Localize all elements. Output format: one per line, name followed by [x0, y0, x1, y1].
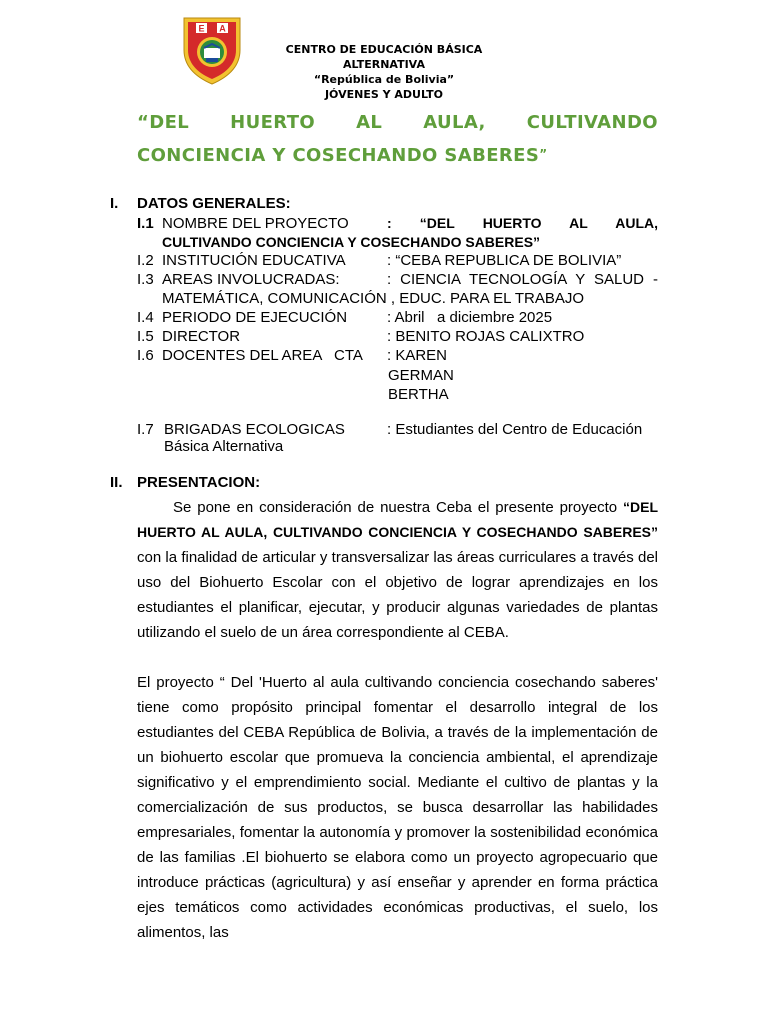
teacher-name-3: BERTHA [388, 386, 449, 403]
item-number: I.1 [137, 215, 154, 232]
item-number: I.4 [137, 309, 154, 326]
section-1-heading: DATOS GENERALES: [137, 195, 291, 212]
title-close-quote: ” [539, 147, 548, 161]
section-1-numeral: I. [110, 195, 119, 212]
item-label: INSTITUCIÓN EDUCATIVA [162, 252, 346, 269]
item-number: I.5 [137, 328, 154, 345]
crest-letter-a: A [219, 23, 226, 34]
school-crest-logo [176, 14, 248, 86]
item-3-continuation: MATEMÁTICA, COMUNICACIÓN , EDUC. PARA EL TRABAJO [162, 290, 584, 307]
item-number: I.2 [137, 252, 154, 269]
item-number: I.7 [137, 421, 154, 438]
item-label: NOMBRE DEL PROYECTO [162, 215, 349, 232]
section-2-numeral: II. [110, 474, 123, 491]
item-label: DIRECTOR [162, 328, 241, 345]
item-label: AREAS INVOLUCRADAS: [162, 271, 340, 288]
item-value: : Estudiantes del Centro de Educación [387, 421, 643, 438]
title-line-2: CONCIENCIA Y COSECHANDO SABERES [137, 145, 540, 166]
header-line-3: JÓVENES Y ADULTO [324, 88, 444, 101]
institution-header [248, 42, 520, 102]
header-line-2: “República de Bolivia” [313, 73, 455, 86]
item-value: : BENITO ROJAS CALIXTRO [387, 328, 585, 345]
item-value: : KAREN [387, 347, 448, 364]
teacher-name-2: GERMAN [388, 367, 454, 384]
item-1-continuation: CULTIVANDO CONCIENCIA Y COSECHANDO SABERES” [162, 234, 541, 250]
item-number: I.6 [137, 347, 154, 364]
section-2-heading: PRESENTACION: [137, 474, 261, 491]
paragraph-1-project-name: “DEL HUERTO AL AULA, CULTIVANDO CONCIENCIA Y COSECHANDO SABERES” [137, 499, 658, 540]
item-7-continuation: Básica Alternativa [164, 438, 284, 455]
title-open-quote: “ [137, 112, 150, 133]
paragraph-1-body: con la finalidad de articular y transversalizar las áreas curriculares a través del uso del Biohuerto Escolar con el objetivo de lograr aprendizajes en los estudiantes el planificar, ejecutar, y producir algunas variedades de plantas utilizando el suelo de un área correspondiente al CEBA. [137, 549, 658, 641]
item-label: PERIODO DE EJECUCIÓN [162, 309, 348, 326]
item-label: BRIGADAS ECOLOGICAS [164, 421, 345, 438]
item-value: : CIENCIA TECNOLOGÍA Y SALUD - [387, 271, 658, 288]
item-value: : “DEL HUERTO AL AULA, [387, 215, 658, 231]
item-value: : Abril a diciembre 2025 [387, 309, 553, 326]
title-line-1: DEL HUERTO AL AULA, CULTIVANDO [149, 112, 658, 133]
presentation-paragraph-2: El proyecto “ Del 'Huerto al aula cultivando conciencia cosechando saberes' tiene como propósito principal fomentar el desarrollo integral de los estudiantes del CEBA República de Bolivia, a través de la implementación de un biohuerto escolar que promueva la conciencia ambiental, el aprendizaje significativo y el emprendimiento social. Mediante el cultivo de plantas y la comercialización de sus productos, se busca desarrollar las habilidades empresariales, fomentar la autonomía y promover la sostenibilidad económica de las familias .El biohuerto se elabora como un proyecto agropecuario que introduce prácticas (agricultura) y así enseñar y aprender en forma práctica ejes temáticos como actividades económicas productivas, el suelo, los alimentos, las [137, 674, 658, 941]
item-value: : “CEBA REPUBLICA DE BOLIVIA” [387, 252, 622, 269]
paragraph-1-lead: Se pone en consideración de nuestra Ceba el presente proyecto [173, 499, 618, 516]
item-label: DOCENTES DEL AREA CTA [162, 347, 363, 364]
header-line-1: CENTRO DE EDUCACIÓN BÁSICA ALTERNATIVA [285, 43, 483, 71]
item-number: I.3 [137, 271, 154, 288]
project-title [137, 106, 658, 172]
presentation-paragraph-1 [137, 495, 658, 645]
crest-letter-e: E [198, 23, 205, 34]
